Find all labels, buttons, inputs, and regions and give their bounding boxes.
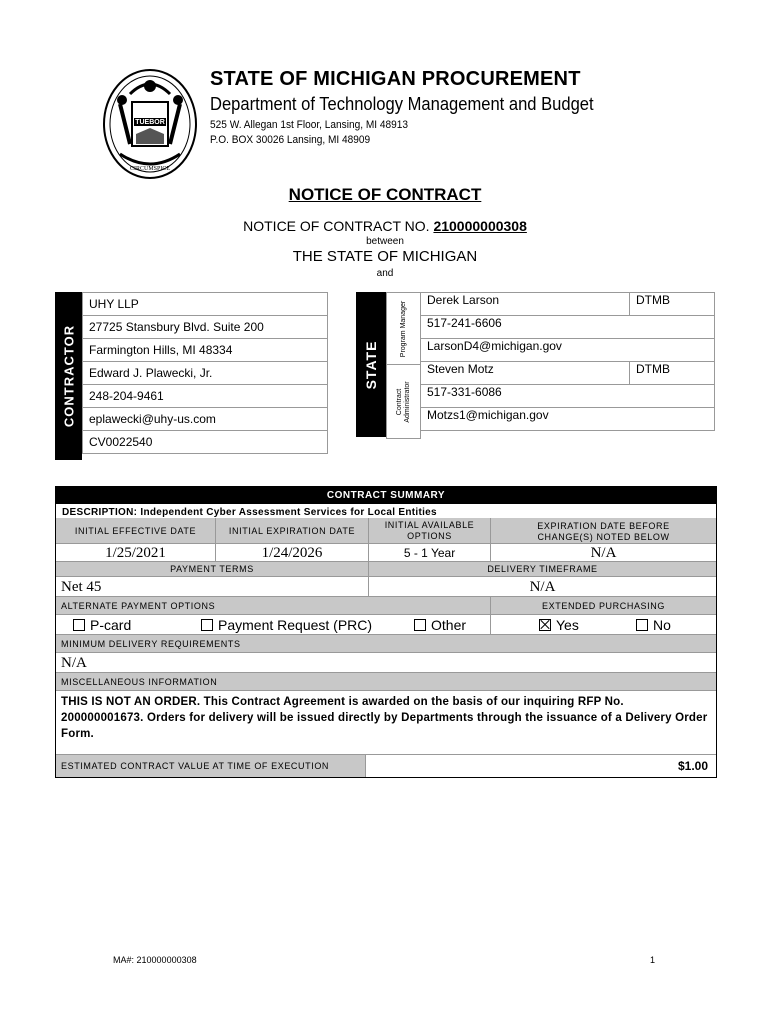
col-exp-before-header: EXPIRATION DATE BEFORE CHANGE(S) NOTED BELOW (491, 518, 716, 544)
pm-name: Derek Larson (421, 293, 630, 316)
contract-admin-role (386, 364, 421, 439)
pm-phone: 517-241-6606 (421, 316, 715, 339)
alt-payment-options (56, 615, 491, 635)
misc-header-row (56, 673, 716, 691)
extended-purchasing-header: EXTENDED PURCHASING (491, 597, 716, 615)
state-side-label (356, 292, 386, 437)
delivery-timeframe-header: DELIVERY TIMEFRAME (369, 562, 716, 577)
ca-phone: 517-331-6086 (421, 385, 715, 408)
ca-agency: DTMB (630, 362, 715, 385)
payment-terms: Net 45 (56, 577, 369, 597)
alt-payment-header: ALTERNATE PAYMENT OPTIONS (56, 597, 491, 615)
contract-number: 210000000308 (433, 218, 527, 234)
contractor-street: 27725 Stansbury Blvd. Suite 200 (83, 316, 328, 339)
dates-header-row (56, 518, 716, 544)
contractor-table (82, 292, 328, 454)
contractor-label: CONTRACTOR (61, 324, 76, 428)
address-line-1: 525 W. Allegan 1st Floor, Lansing, MI 48913 (210, 119, 409, 131)
min-delivery-header: MINIMUM DELIVERY REQUIREMENTS (56, 635, 716, 653)
prc-checkbox[interactable] (201, 619, 213, 631)
contractor-side-label (55, 292, 82, 460)
min-delivery-row (56, 653, 716, 673)
party-name: THE STATE OF MICHIGAN (292, 248, 478, 265)
state-contacts-table (420, 292, 715, 431)
address-line-2: P.O. BOX 30026 Lansing, MI 48909 (210, 134, 371, 146)
pcard-option[interactable] (73, 617, 131, 633)
options-header-row (56, 597, 716, 615)
state-label: STATE (363, 340, 379, 389)
summary-title: CONTRACT SUMMARY (56, 487, 716, 504)
ma-number: 210000000308 (136, 955, 197, 965)
other-option[interactable] (414, 617, 466, 633)
description-label: DESCRIPTION: (62, 507, 138, 518)
and-text: and (376, 268, 394, 279)
contractor-phone: 248-204-9461 (83, 385, 328, 408)
contractor-city: Farmington Hills, MI 48334 (83, 339, 328, 362)
contractor-contact: Edward J. Plawecki, Jr. (83, 362, 328, 385)
contractor-email: eplawecki@uhy-us.com (83, 408, 328, 431)
notice-title: NOTICE OF CONTRACT (288, 185, 482, 204)
prc-option[interactable] (201, 617, 372, 633)
no-label: No (653, 617, 671, 633)
misc-row (56, 691, 716, 755)
no-option[interactable] (636, 617, 671, 633)
contract-number-label: NOTICE OF CONTRACT NO. (243, 218, 430, 234)
program-manager-role (386, 292, 421, 366)
ca-email: Motzs1@michigan.gov (421, 408, 715, 431)
effective-date: 1/25/2021 (56, 544, 216, 562)
no-checkbox[interactable] (636, 619, 648, 631)
header-title: STATE OF MICHIGAN PROCUREMENT (210, 68, 581, 90)
between-text: between (366, 236, 404, 247)
yes-option[interactable] (539, 617, 579, 633)
pm-email: LarsonD4@michigan.gov (421, 339, 715, 362)
ca-name: Steven Motz (421, 362, 630, 385)
est-value-row (56, 755, 716, 777)
contractor-vendor-id: CV0022540 (83, 431, 328, 454)
description-row (56, 504, 716, 518)
header-address (210, 118, 408, 148)
misc-text: THIS IS NOT AN ORDER. This Contract Agreement is awarded on the basis of our inquiring RFP No. 200000001673. Orders for delivery will be issued directly by Departments through the issuance of a Delivery Order Form. (56, 691, 716, 755)
yes-checkbox-checked[interactable] (539, 619, 551, 631)
contractor-name: UHY LLP (83, 293, 328, 316)
pm-agency: DTMB (630, 293, 715, 316)
est-value: $1.00 (677, 759, 708, 773)
svg-text:TUEBOR: TUEBOR (135, 119, 165, 126)
yes-label: Yes (556, 617, 579, 633)
other-checkbox[interactable] (414, 619, 426, 631)
page-number: 1 (650, 955, 656, 965)
description-text: Independent Cyber Assessment Services for Local Entities (140, 507, 437, 518)
header-department: Department of Technology Management and Budget (210, 94, 594, 114)
col-expiration-header: INITIAL EXPIRATION DATE (216, 518, 369, 544)
extended-purchasing-options (491, 615, 716, 635)
pcard-checkbox[interactable] (73, 619, 85, 631)
terms-value-row (56, 577, 716, 597)
program-manager-label: Program Manager (399, 300, 407, 358)
min-delivery-header-row (56, 635, 716, 653)
contract-admin-label: Contract Administrator (395, 380, 411, 423)
initial-options: 5 - 1 Year (369, 544, 491, 562)
misc-header: MISCELLANEOUS INFORMATION (56, 673, 716, 691)
options-value-row (56, 615, 716, 635)
svg-text:CIRCUMSPICE: CIRCUMSPICE (129, 166, 171, 172)
delivery-timeframe: N/A (369, 577, 716, 597)
dates-value-row (56, 544, 716, 562)
contract-number-line (0, 218, 770, 234)
est-value-label: ESTIMATED CONTRACT VALUE AT TIME OF EXECUTION (56, 755, 366, 777)
other-label: Other (431, 617, 467, 633)
footer-ma-number (113, 955, 197, 965)
col-options-header: INITIAL AVAILABLE OPTIONS (369, 518, 491, 544)
payment-terms-header: PAYMENT TERMS (56, 562, 369, 577)
col-effective-header: INITIAL EFFECTIVE DATE (56, 518, 216, 544)
ma-label: MA#: (113, 955, 135, 965)
expiration-date: 1/24/2026 (216, 544, 369, 562)
state-seal-logo (100, 64, 200, 184)
contract-summary (55, 486, 717, 778)
prc-label: Payment Request (PRC) (218, 617, 373, 633)
pcard-label: P-card (90, 617, 132, 633)
exp-before-change: N/A (491, 544, 716, 562)
min-delivery-value: N/A (56, 653, 716, 673)
terms-header-row (56, 562, 716, 577)
